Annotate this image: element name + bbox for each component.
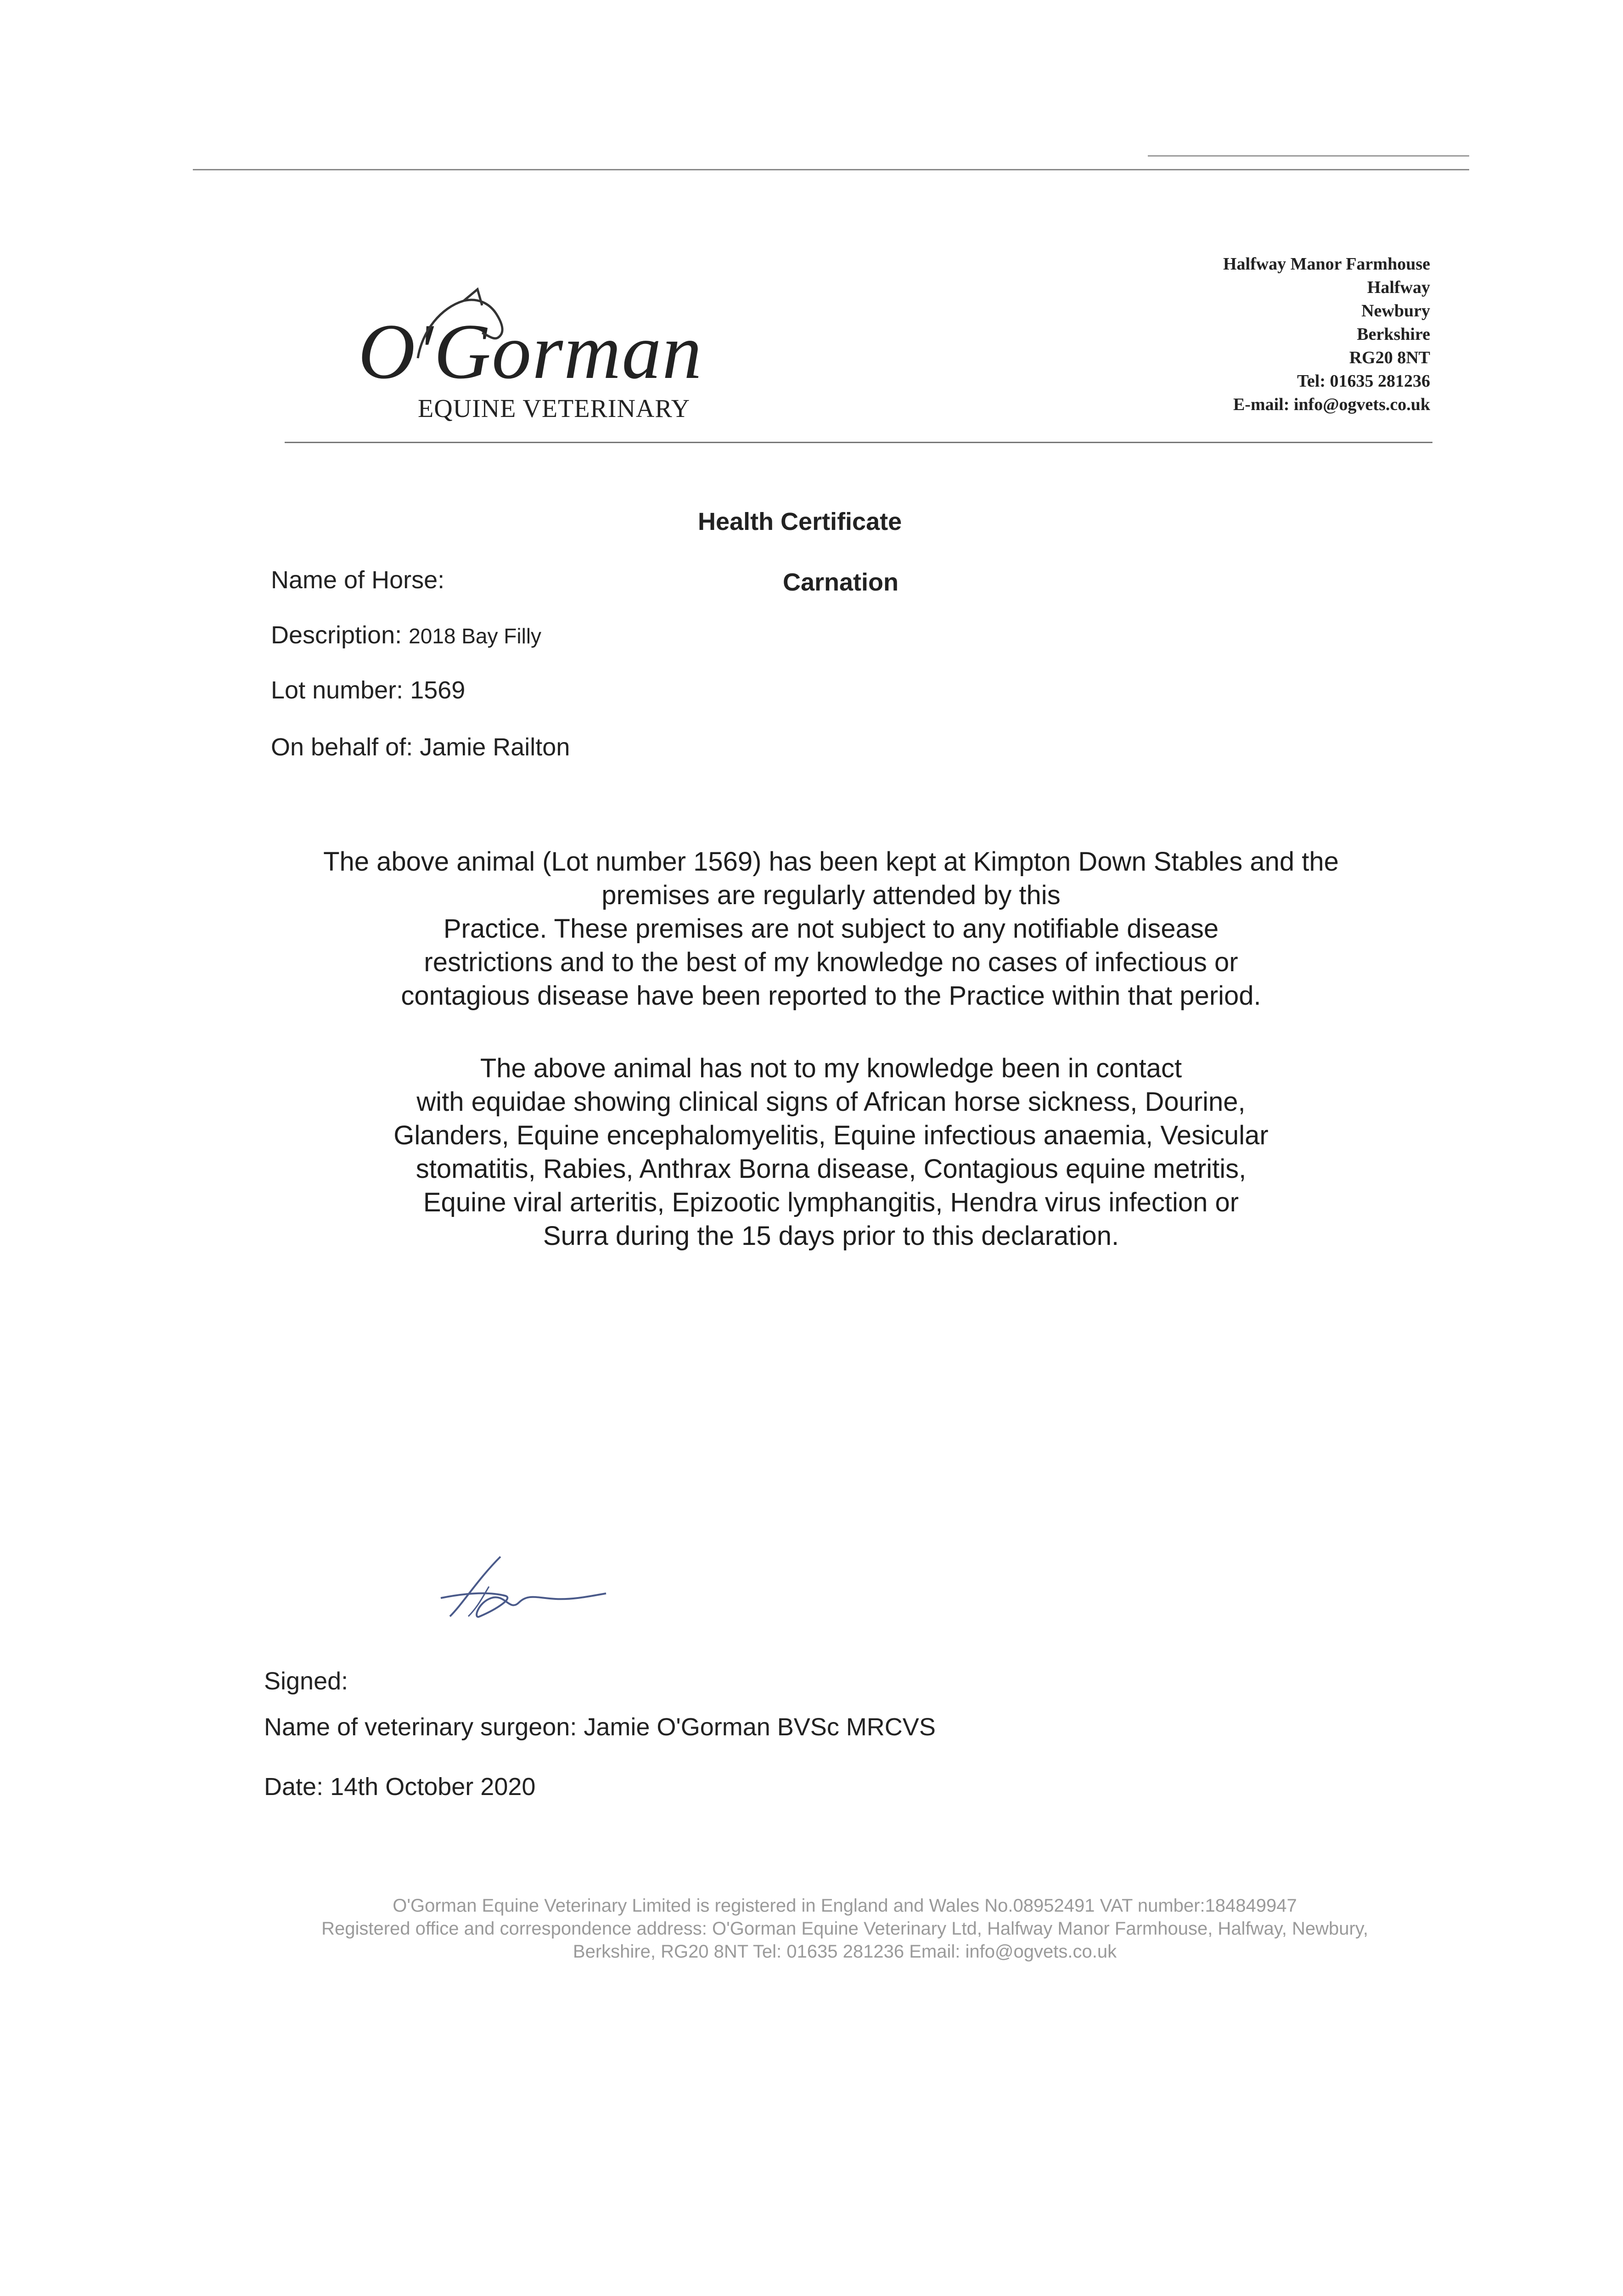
address-line: Newbury bbox=[1361, 301, 1430, 321]
date-label: Date: bbox=[264, 1773, 324, 1801]
footer bbox=[257, 1894, 1432, 1963]
address-line: RG20 8NT bbox=[1349, 348, 1430, 367]
paragraph-line: The above animal has not to my knowledge been in contact bbox=[480, 1053, 1182, 1083]
paragraph-line: premises are regularly attended by this bbox=[601, 880, 1061, 910]
description-value: 2018 Bay Filly bbox=[409, 624, 542, 648]
top-rule-short bbox=[1148, 155, 1469, 157]
email-line: E-mail: info@ogvets.co.uk bbox=[1233, 395, 1430, 414]
page-title: Health Certificate bbox=[698, 508, 902, 535]
paragraph-line: contagious disease have been reported to the Practice within that period. bbox=[401, 981, 1261, 1011]
horse-name-label: Name of Horse: bbox=[271, 566, 445, 594]
paragraph-line: restrictions and to the best of my knowledge no cases of infectious or bbox=[424, 947, 1238, 977]
date-field bbox=[264, 1773, 535, 1801]
lot-value: 1569 bbox=[410, 676, 466, 704]
letterhead-rule bbox=[285, 442, 1432, 443]
paragraph-line: stomatitis, Rabies, Anthrax Borna disease, Contagious equine metritis, bbox=[416, 1154, 1247, 1184]
behalf-label: On behalf of: bbox=[271, 733, 413, 761]
paragraph-line: The above animal (Lot number 1569) has been kept at Kimpton Down Stables and the bbox=[323, 847, 1339, 877]
signature-image bbox=[436, 1548, 611, 1630]
paragraph-line: Surra during the 15 days prior to this declaration. bbox=[543, 1221, 1119, 1251]
paragraph-line: with equidae showing clinical signs of African horse sickness, Dourine, bbox=[416, 1087, 1246, 1117]
lot-label: Lot number: bbox=[271, 676, 404, 704]
logo-brand: O'Gorman bbox=[358, 308, 703, 395]
address-line: Halfway Manor Farmhouse bbox=[1223, 254, 1430, 274]
paragraph-contact bbox=[257, 1052, 1405, 1253]
behalf-field bbox=[271, 733, 570, 761]
logo-subtitle: EQUINE VETERINARY bbox=[418, 394, 691, 423]
top-rule bbox=[193, 169, 1469, 170]
surgeon-label: Name of veterinary surgeon: bbox=[264, 1713, 577, 1741]
footer-line: Berkshire, RG20 8NT Tel: 01635 281236 Email: info@ogvets.co.uk bbox=[573, 1941, 1117, 1962]
behalf-value: Jamie Railton bbox=[420, 733, 570, 761]
footer-line: Registered office and correspondence address: O'Gorman Equine Veterinary Ltd, Halfway Manor Farmhouse, Halfway, Newbury, bbox=[321, 1919, 1368, 1939]
paragraph-premises bbox=[257, 845, 1405, 1013]
surgeon-field bbox=[264, 1713, 936, 1741]
phone-line: Tel: 01635 281236 bbox=[1297, 371, 1430, 391]
address-line: Berkshire bbox=[1357, 325, 1430, 344]
signed-label: Signed: bbox=[264, 1667, 348, 1695]
paragraph-line: Practice. These premises are not subject to any notifiable disease bbox=[443, 914, 1219, 944]
lot-field bbox=[271, 676, 465, 704]
address-block bbox=[1017, 253, 1430, 416]
horse-head-icon bbox=[409, 280, 514, 363]
description-field bbox=[271, 621, 541, 649]
surgeon-value: Jamie O'Gorman BVSc MRCVS bbox=[584, 1713, 936, 1741]
paragraph-line: Glanders, Equine encephalomyelitis, Equine infectious anaemia, Vesicular bbox=[393, 1120, 1269, 1150]
paragraph-line: Equine viral arteritis, Epizootic lymphangitis, Hendra virus infection or bbox=[423, 1187, 1239, 1217]
date-value: 14th October 2020 bbox=[330, 1773, 536, 1801]
description-label: Description: bbox=[271, 621, 402, 649]
horse-name: Carnation bbox=[783, 568, 899, 596]
footer-line: O'Gorman Equine Veterinary Limited is registered in England and Wales No.08952491 VAT number:184849947 bbox=[393, 1896, 1297, 1916]
address-line: Halfway bbox=[1367, 278, 1430, 297]
